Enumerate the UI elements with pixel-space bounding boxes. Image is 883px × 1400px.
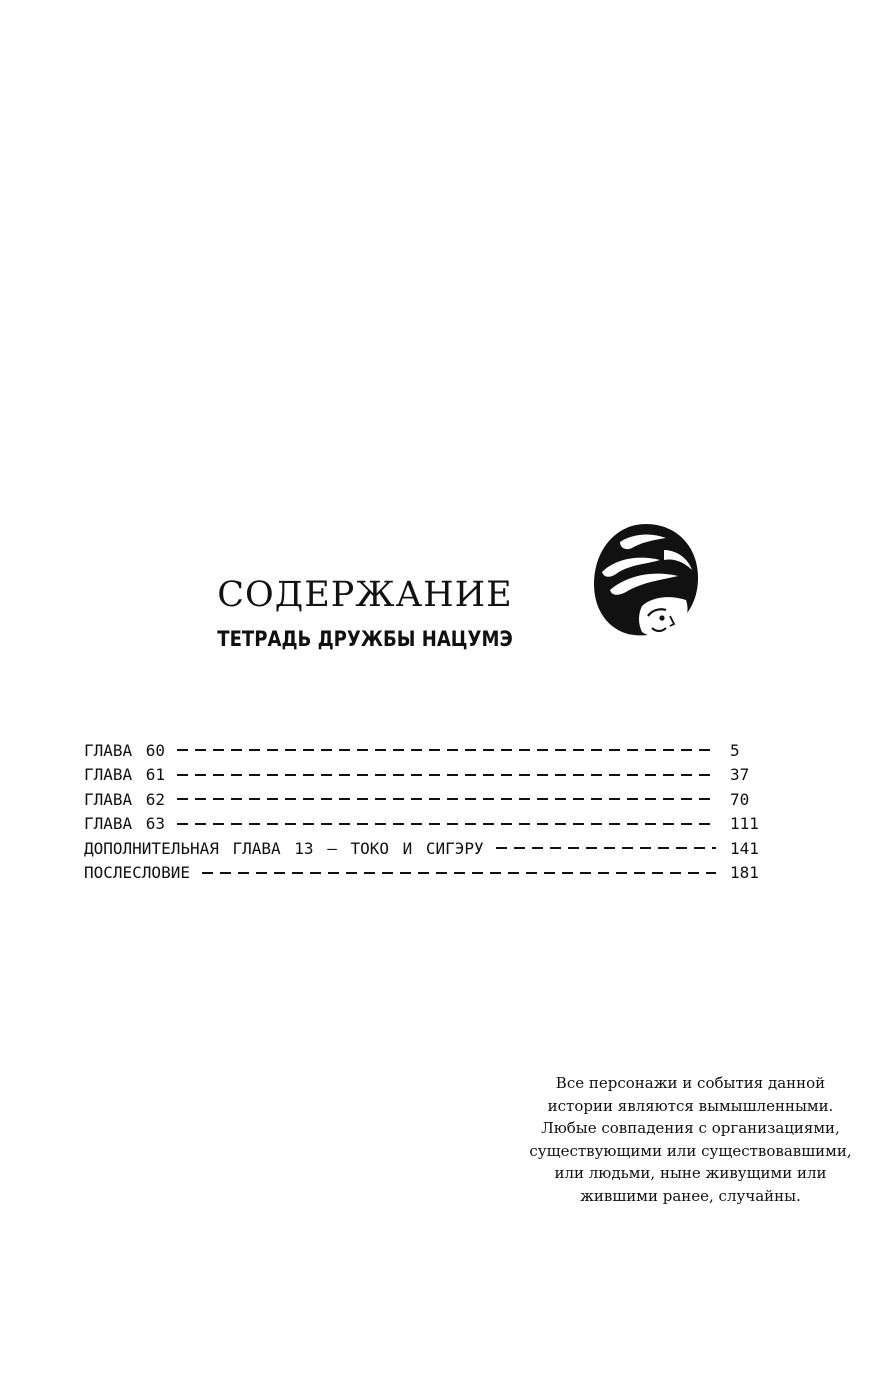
toc-entry[interactable] — [84, 738, 780, 763]
toc-entry[interactable] — [84, 787, 780, 812]
toc-entry-label: ГЛАВА 62 — [84, 789, 166, 809]
disclaimer-line: жившими ранее, случайны. — [580, 1186, 801, 1205]
toc-entry-label: ДОПОЛНИТЕЛЬНАЯ ГЛАВА 13 — ТОКО И СИГЭРУ — [84, 838, 484, 858]
dotted-leader — [496, 847, 716, 849]
toc-entry-page: 111 — [730, 814, 759, 834]
toc-entry-page: 37 — [730, 765, 750, 785]
toc-entry-page: 141 — [730, 838, 759, 858]
disclaimer-line: существующими или существовавшими, — [529, 1141, 852, 1160]
book-subtitle: ТЕТРАДЬ ДРУЖБЫ НАЦУМЭ — [217, 627, 513, 651]
toc-entry-label: ГЛАВА 63 — [84, 814, 166, 834]
disclaimer-line: Все персонажи и события данной — [555, 1074, 826, 1092]
table-of-contents — [84, 738, 780, 885]
disclaimer-line: Любые совпадения с организациями, — [541, 1119, 840, 1138]
dotted-leader — [177, 774, 716, 776]
dotted-leader — [177, 798, 716, 800]
dotted-leader — [177, 823, 716, 825]
disclaimer-line: истории являются вымышленными. — [547, 1096, 834, 1115]
toc-entry[interactable] — [84, 836, 780, 861]
dotted-leader — [202, 872, 716, 874]
toc-entry-label: ГЛАВА 61 — [84, 765, 166, 785]
toc-entry[interactable] — [84, 812, 780, 837]
toc-entry-page: 70 — [730, 789, 750, 809]
toc-entry-page: 181 — [730, 863, 759, 883]
disclaimer-text — [528, 1072, 853, 1208]
dotted-leader — [177, 749, 716, 751]
toc-entry[interactable] — [84, 861, 780, 886]
toc-entry[interactable] — [84, 763, 780, 788]
stylized-face-with-swirl-hair-icon — [590, 520, 702, 645]
toc-entry-label: ГЛАВА 60 — [84, 740, 166, 760]
toc-entry-page: 5 — [730, 740, 740, 760]
page-title: СОДЕРЖАНИЕ — [217, 575, 513, 615]
toc-entry-label: ПОСЛЕСЛОВИЕ — [84, 863, 190, 883]
disclaimer-line: или людьми, ныне живущими или — [554, 1164, 827, 1183]
